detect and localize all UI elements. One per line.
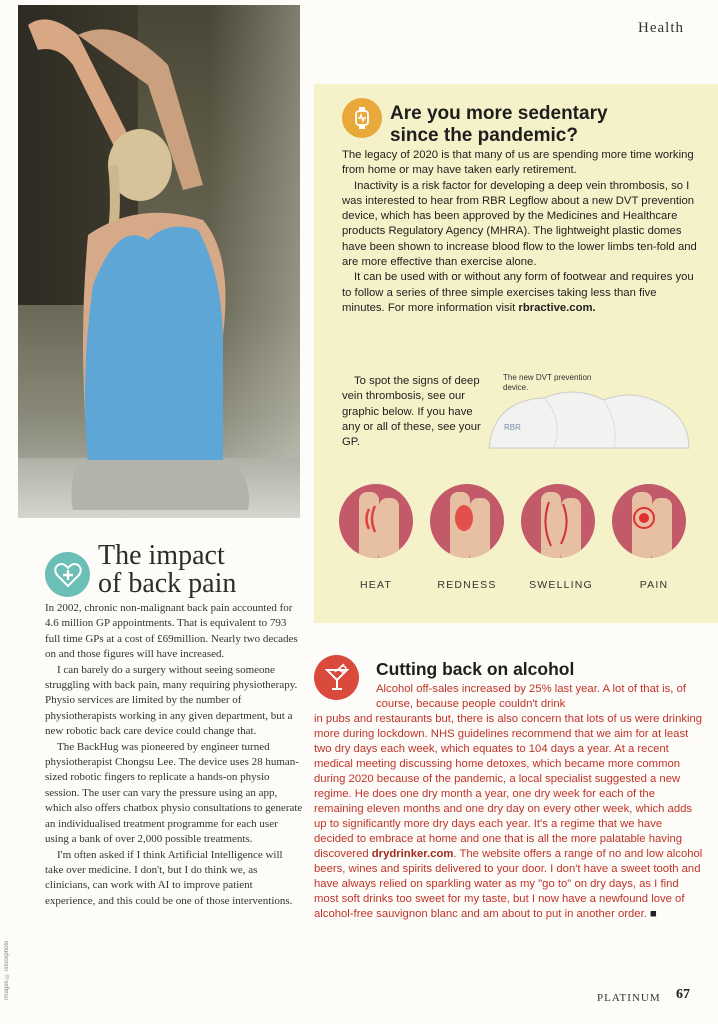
back-pain-title: [98, 542, 298, 598]
dvt-body: [342, 148, 702, 316]
symptom-label-pain: PAIN: [639, 579, 669, 591]
cocktail-glass-icon: [314, 655, 359, 700]
back-pain-paragraph: The BackHug was pioneered by engineer turned physiotherapist Chongsu Lee. The device uses 28 human-sized robotic fingers to replicate a hands-on physio session. The user can vary the pressure using an app, which also offers chatbox physio consultations to generate an individualised treatment programme for each user using a bank of over 2,000 possible treatments.: [45, 740, 303, 846]
alcohol-title: Cutting back on alcohol: [376, 659, 575, 679]
page-number: 67: [676, 987, 690, 1002]
link-period: .: [592, 301, 596, 314]
footer-magazine: PLATINUM: [597, 992, 661, 1004]
dvt-spot-signs: To spot the signs of deep vein thrombosis, see our graphic below. If you have any or all of these, see your GP.: [342, 375, 481, 449]
dvt-device-image: [484, 380, 694, 450]
alcohol-body: [314, 712, 704, 922]
alcohol-text: in pubs and restaurants but, there is also concern that lots of us were drinking more during lockdown. NHS guidelines recommend that we aim for at least two dry days each week, which equates to 104 days a year. At a recent medical meeting discussing home detoxes, which became more common during 2020 because of the pandemic, a local specialist suggested a new regime. He does one dry month a year, one dry week for each of the remaining eleven months and one dry day on every other week, which adds up to significantly more dry days each year. It's a regime that we have decided to embrace at home and one that is all the more palatable having discovered: [314, 713, 703, 860]
back-pain-paragraph: I can barely do a surgery without seeing someone struggling with back pain, many requiring physiotherapy. Physio services are limited by the number of physiotherapists working in any given department, but a new robotic back care device could change that.: [45, 663, 298, 738]
symptom-label-redness: REDNESS: [437, 579, 497, 591]
device-brand: RBR: [504, 423, 521, 432]
hero-photo: [18, 5, 300, 518]
back-pain-title-line1: The impact: [98, 540, 225, 571]
rbractive-link[interactable]: rbractive.com: [518, 301, 593, 314]
back-pain-body: [45, 601, 303, 909]
redness-symptom-icon: [430, 484, 504, 558]
back-pain-paragraph: In 2002, chronic non-malignant back pain accounted for 4.6 million GP appointments. That is equivalent to 793 full time GPs at a cost of £69million. Nearly two decades on and those figures will have increased.: [45, 602, 298, 661]
drydrinker-link[interactable]: drydrinker.com: [371, 848, 454, 860]
back-pain-paragraph: I'm often asked if I think Artificial Intelligence will take over medicine. I don't, but I do think we, as clinicians, can work with AI to improve patient experience, and this could be one of those interventions.: [45, 848, 293, 907]
dvt-paragraph: [342, 270, 702, 316]
alcohol-text: . The website offers a range of no and low alcohol beers, wines and spirits delivered to your door. I don't have a sweet tooth and have always relied on sparkling water as my "go to" on dry days, as I find most soft drinks too sweet for my taste, but I now have a newfound love of alcohol-free sauvignon blanc and am about to put in another order.: [314, 848, 703, 920]
dvt-title-line2: since the pandemic?: [390, 125, 578, 146]
pain-symptom-icon: [612, 484, 686, 558]
heat-symptom-icon: [339, 484, 413, 558]
section-label: Health: [638, 20, 684, 36]
dvt-paragraph-text: It can be used with or without any form of footwear and requires you to follow a series of three simple exercises taking less than five minutes. For more information visit: [342, 271, 694, 314]
back-pain-title-line2: of back pain: [98, 568, 237, 599]
symptom-label-swelling: SWELLING: [529, 579, 593, 591]
alcohol-lead: Alcohol off-sales increased by 25% last year. A lot of that is, of course, because people couldn't drink: [376, 683, 687, 710]
heart-plus-icon: [45, 552, 90, 597]
photo-credit: Images © istockphoto: [4, 940, 10, 1000]
dvt-title-line1: Are you more sedentary: [390, 103, 608, 124]
swelling-symptom-icon: [521, 484, 595, 558]
dvt-title: [390, 103, 700, 147]
device-caption: The new DVT prevention device.: [503, 373, 592, 392]
smartwatch-heartbeat-icon: [342, 98, 382, 138]
dvt-paragraph: Inactivity is a risk factor for developing a deep vein thrombosis, so I was interested to hear from RBR Legflow about a new DVT prevention device, which has been approved by the Medicines and Healthcare products Regulatory Agency (MHRA). The lightweight plastic domes have been shown to increase blood flow to the lower limbs ten-fold and are more effective than exercise alone.: [342, 179, 697, 269]
symptom-label-heat: HEAT: [359, 579, 393, 591]
dvt-paragraph: The legacy of 2020 is that many of us are spending more time working from home or may have taken early retirement.: [342, 149, 694, 177]
end-mark: ■: [650, 908, 657, 920]
